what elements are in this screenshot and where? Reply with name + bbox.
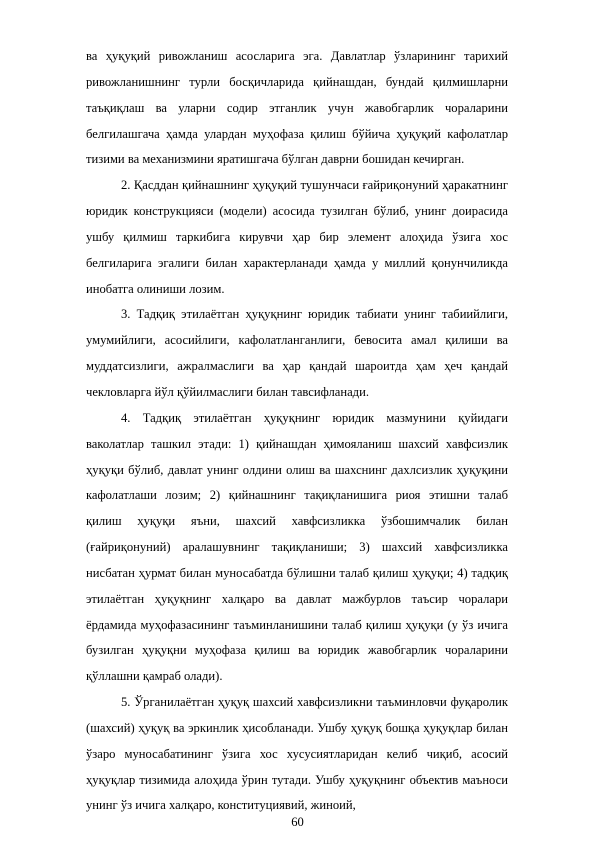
paragraph-item-5: 5. Ўрганилаётган ҳуқуқ шахсий хавфсизликни таъминловчи фуқаролик (шахсий) ҳуқуқ ва эркинлик ҳисобланади. Ушбу ҳуқуқ бошқа ҳуқуқлар билан ўзаро муносабатининг ўзига хос хусусиятларидан келиб чиқиб, асосий ҳуқуқлар тизимида алоҳида ўрин тутади. Ушбу ҳуқуқнинг объектив маъноси унинг ўз ичига халқаро, конституциявий, жиноий,: [86, 695, 508, 813]
page-number: 60: [291, 815, 304, 829]
paragraph-item-2: 2. Қасддан қийнашнинг ҳуқуқий тушунчаси ғайриқонуний ҳаракатнинг юридик конструкцияси (модели) асосида тузилган бўлиб, унинг доирасида ушбу қилмиш таркибига кирувчи ҳар бир элемент алоҳида ўзига хос белгиларига эгалиги билан характерланади ҳамда у миллий қонунчиликда инобатга олиниши лозим.: [86, 178, 508, 296]
paragraph-item-4: 4. Тадқиқ этилаётган ҳуқуқнинг юридик мазмунини қуйидаги ваколатлар ташкил этади: 1) қийнашдан ҳимояланиш шахсий хавфсизлик ҳуқуқи бўлиб, давлат унинг олдини олиш ва шахснинг дахлсизлик ҳуқуқини кафолатлаши лозим; 2) қийнашнинг тақиқланишига риоя этишни талаб қилиш ҳуқуқи яъни, шахсий хавфсизликка ўзбошимчалик билан (ғайриқонуний) аралашувнинг тақиқланиши; 3) шахсий хавфсизликка нисбатан ҳурмат билан муносабатда бўлишни талаб қилиш ҳуқуқи; 4) тадқиқ этилаётган ҳуқуқнинг халқаро ва давлат мажбурлов таъсир чоралари ёрдамида муҳофазасининг таъминланишини талаб қилиш ҳуқуқи (у ўз ичига бузилган ҳуқуқни муҳофаза қилиш ва юридик жавобгарлик чораларини қўллашни қамраб олади).: [86, 410, 508, 684]
paragraph-item-3: 3. Тадқиқ этилаётган ҳуқуқнинг юридик табиати унинг табиийлиги, умумийлиги, асосийлиги, кафолатланганлиги, бевосита амал қилиши ва муддатсизлиги, ажралмаслиги ва ҳар қандай шароитда ҳам ҳеч қандай чекловларга йўл қўйилмаслиги билан тавсифланади.: [86, 307, 508, 399]
document-page: [86, 44, 508, 819]
paragraph-continuation: ва ҳуқуқий ривожланиш асосларига эга. Давлатлар ўзларининг тарихий ривожланишнинг турли босқичларида қийнашдан, бундай қилмишларни таъқиқлаш ва уларни содир этганлик учун жавобгарлик чораларини белгилашгача ҳамда улардан муҳофаза қилиш бўйича ҳуқуқий кафолатлар тизими ва механизмини яратишгача бўлган даврни бошидан кечирган.: [86, 49, 508, 167]
